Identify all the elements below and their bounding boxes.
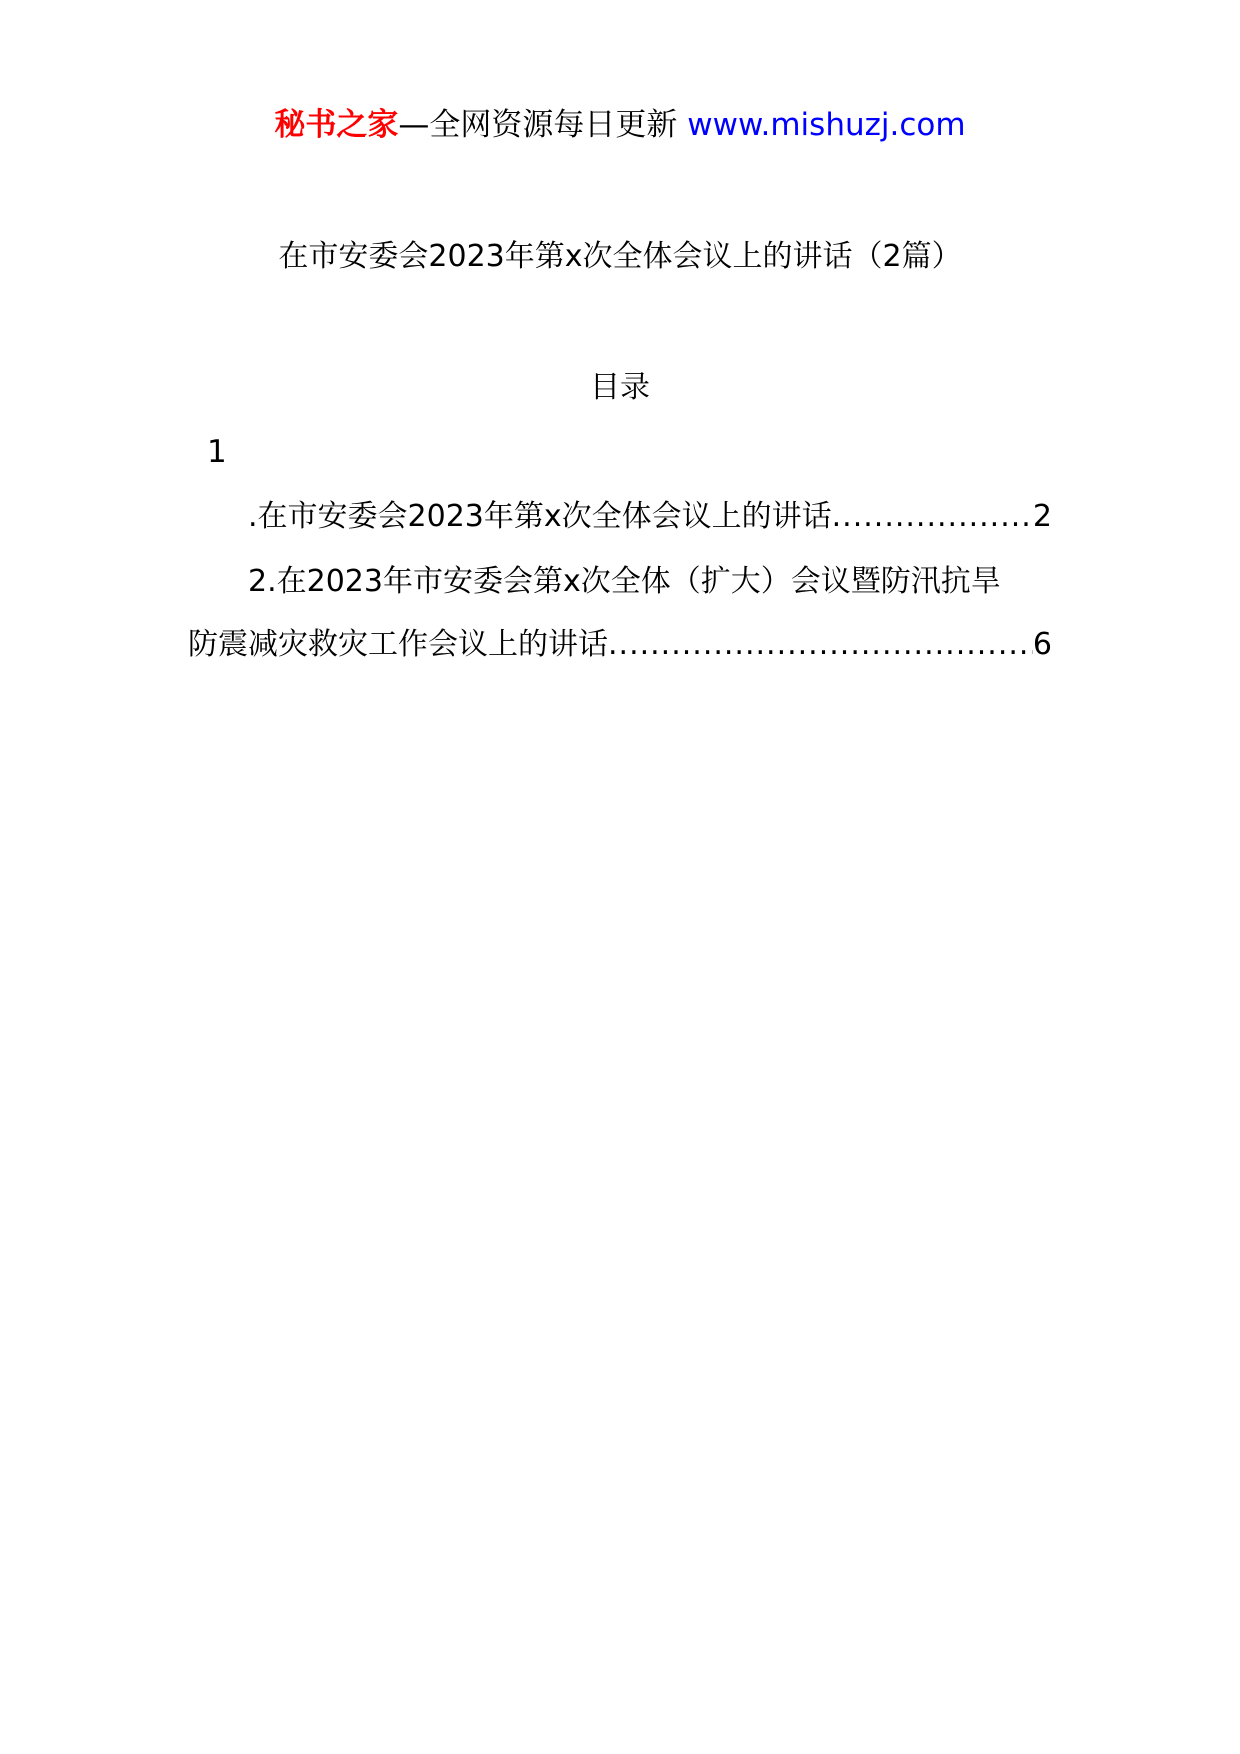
toc-number: 1 <box>207 434 227 470</box>
toc-entry-1-text: .在市安委会2023年第x次全体会议上的讲话 <box>248 499 832 534</box>
site-url-link[interactable]: www.mishuzj.com <box>687 107 966 143</box>
toc-leader-dots <box>608 620 1033 670</box>
toc-entry-2-page: 6 <box>1032 627 1052 662</box>
toc-entry-1-page: 2 <box>1032 499 1052 534</box>
toc-entry-2-line-1[interactable] <box>188 557 1052 607</box>
toc-leader-dots <box>832 492 1033 542</box>
header-tagline: —全网资源每日更新 <box>398 107 688 143</box>
document-title: 在市安委会2023年第x次全体会议上的讲话（2篇） <box>278 239 962 274</box>
toc-entry-2-line-2[interactable] <box>188 620 1052 670</box>
toc-entry-2-text-line-1: 2.在2023年市安委会第x次全体（扩大）会议暨防汛抗旱 <box>248 564 1001 599</box>
toc-entry-1[interactable] <box>188 492 1052 542</box>
brand-name: 秘书之家 <box>274 107 399 143</box>
toc-heading: 目录 <box>590 370 650 405</box>
site-header <box>0 100 1240 150</box>
toc-entry-2-text-line-2: 防震减灾救灾工作会议上的讲话 <box>188 627 608 662</box>
